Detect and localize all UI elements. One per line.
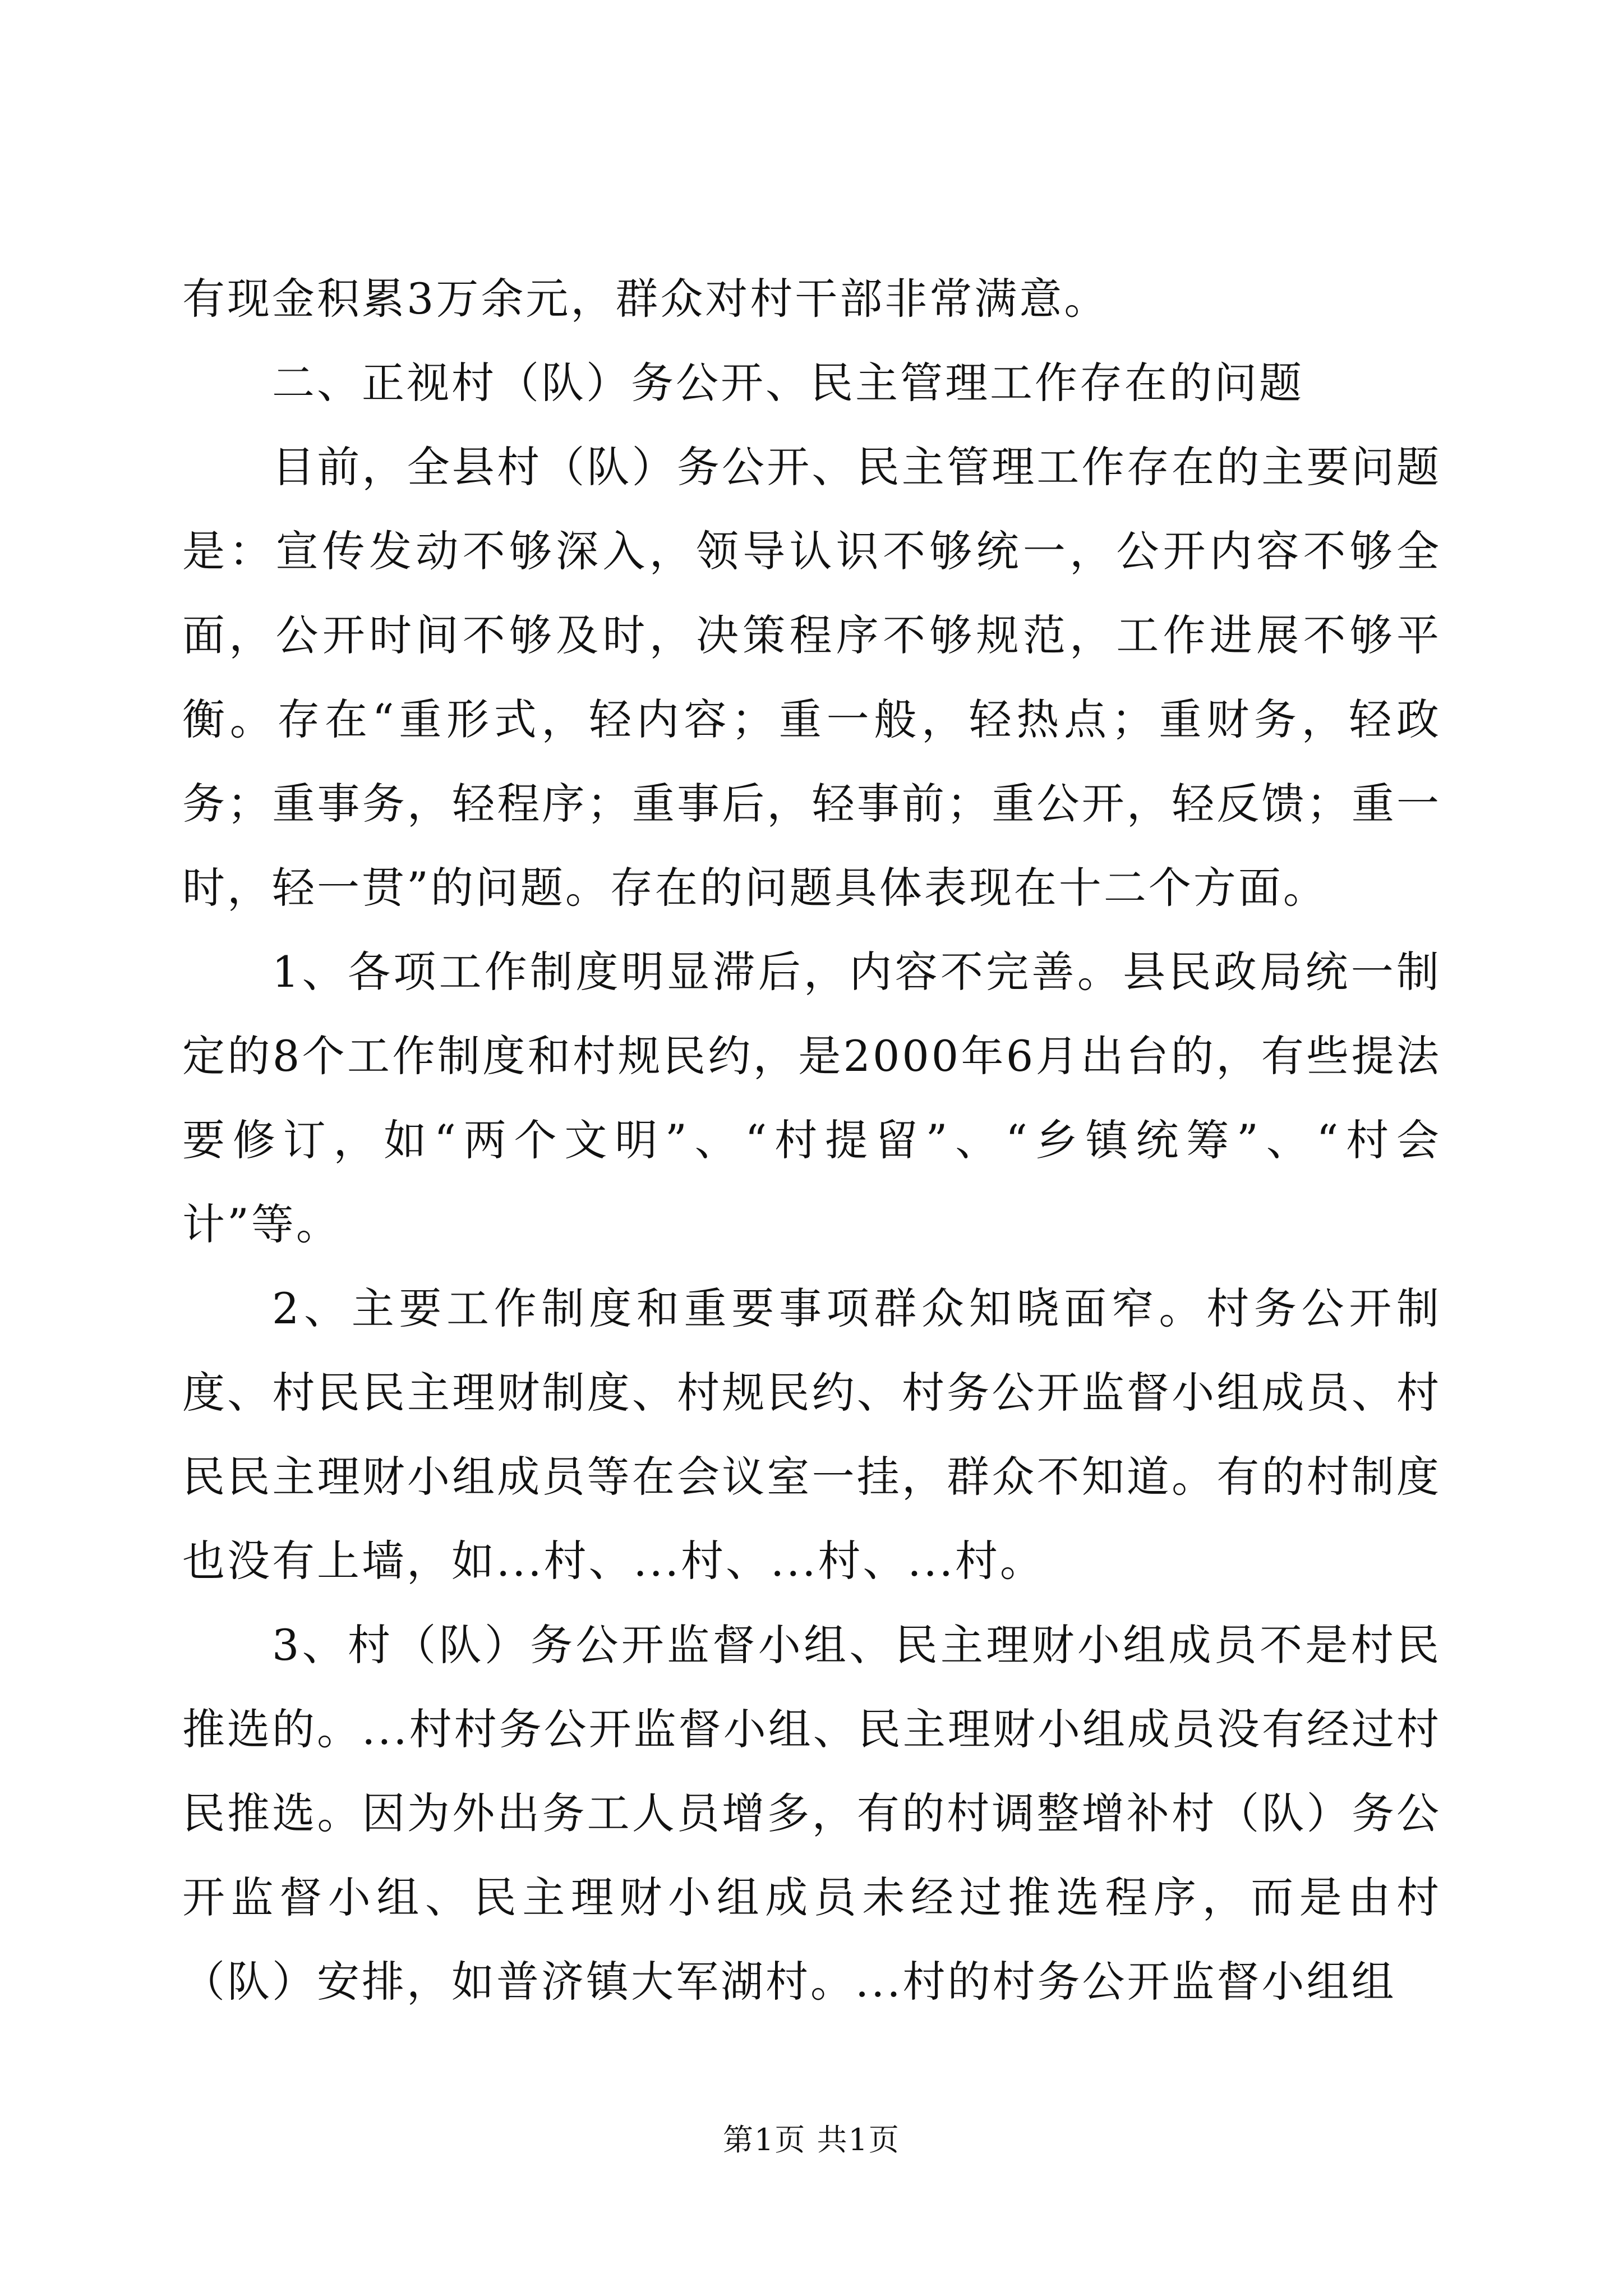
section-heading: 二、正视村（队）务公开、民主管理工作存在的问题: [272, 358, 1304, 408]
paragraph-item-1: 1、各项工作制度明显滞后，内容不完善。县民政局统一制定的8个工作制度和村规民约，是2000年6月出台的，有些提法要修订，如“两个文明”、“村提留”、“乡镇统筹”、“村会计”等。: [182, 947, 1441, 1249]
paragraph-problems-overview: 目前，全县村（队）务公开、民主管理工作存在的主要问题是：宣传发动不够深入，领导认识不够统一，公开内容不够全面，公开时间不够及时，决策程序不够规范，工作进展不够平衡。存在“重形式，轻内容；重一般，轻热点；重财务，轻政务；重事务，轻程序；重事后，轻事前；重公开，轻反馈；重一时，轻一贯”的问题。存在的问题具体表现在十二个方面。: [182, 442, 1441, 913]
page-number-footer: 第1页 共1页: [723, 2122, 900, 2157]
paragraph-item-2: 2、主要工作制度和重要事项群众知晓面窄。村务公开制度、村民民主理财制度、村规民约、村务公开监督小组成员、村民民主理财小组成员等在会议室一挂，群众不知道。有的村制度也没有上墙，如...村、...村、...村、...村。: [182, 1283, 1441, 1586]
document-body: [182, 257, 1441, 2024]
paragraph-item-3: 3、村（队）务公开监督小组、民主理财小组成员不是村民推选的。...村村务公开监督小组、民主理财小组成员没有经过村民推选。因为外出务工人员增多，有的村调整增补村（队）务公开监督小组、民主理财小组成员未经过推选程序，而是由村（队）安排，如普济镇大军湖村。...村的村务公开监督小组组: [182, 1620, 1441, 2007]
paragraph-continuation: 有现金积累3万余元，群众对村干部非常满意。: [182, 274, 1109, 324]
